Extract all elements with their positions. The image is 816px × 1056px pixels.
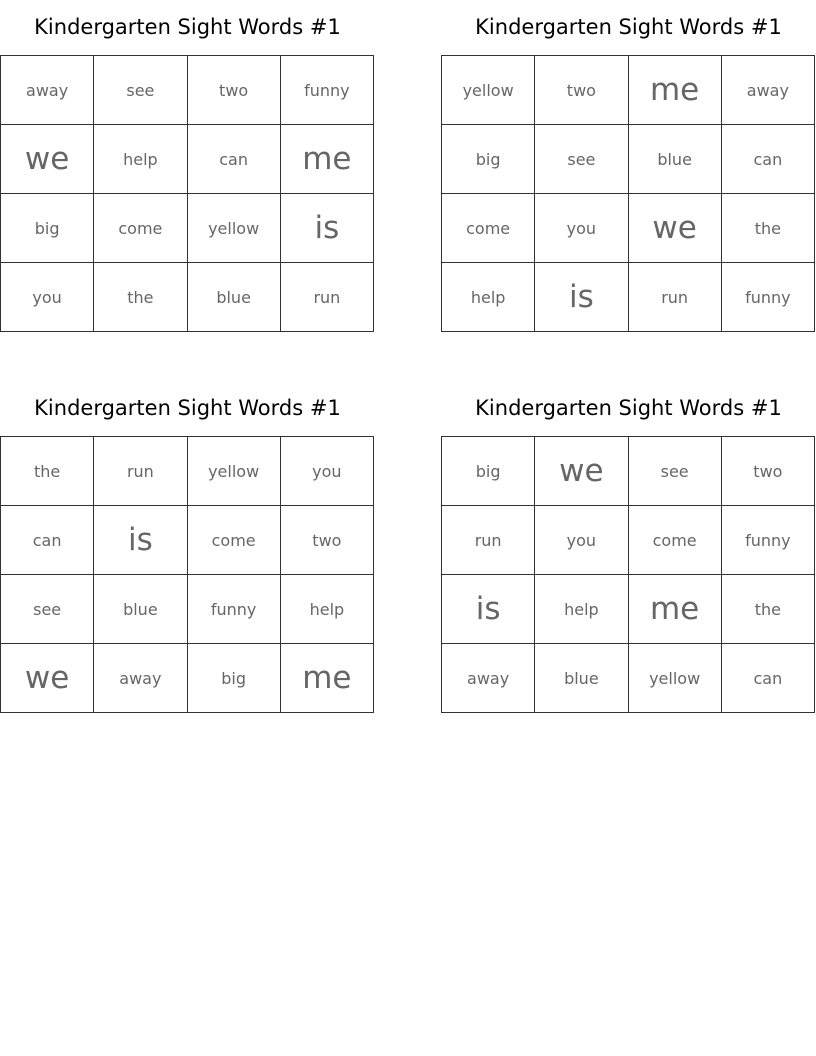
- word-cell: run: [94, 437, 187, 506]
- word-cell: see: [94, 56, 187, 125]
- word-cell: yellow: [628, 644, 721, 713]
- word-cell: help: [94, 125, 187, 194]
- word-cell: you: [535, 506, 628, 575]
- word-grid: [0, 436, 374, 713]
- bingo-card-3: [0, 381, 375, 713]
- word-cell: see: [535, 125, 628, 194]
- word-cell: run: [628, 263, 721, 332]
- word-cell: is: [280, 194, 373, 263]
- card-title: Kindergarten Sight Words #1: [475, 396, 782, 420]
- word-cell: come: [628, 506, 721, 575]
- word-cell: see: [1, 575, 94, 644]
- bingo-card-1: [0, 0, 375, 332]
- word-cell: away: [94, 644, 187, 713]
- bingo-card-2: [441, 0, 816, 332]
- word-cell: we: [1, 644, 94, 713]
- word-cell: run: [280, 263, 373, 332]
- grid-row: [1, 56, 374, 125]
- word-cell: big: [1, 194, 94, 263]
- word-cell: see: [628, 437, 721, 506]
- bingo-card-4: [441, 381, 816, 713]
- word-cell: come: [442, 194, 535, 263]
- grid-row: [1, 437, 374, 506]
- grid-row: [442, 575, 815, 644]
- word-cell: me: [280, 644, 373, 713]
- word-cell: run: [442, 506, 535, 575]
- word-cell: big: [187, 644, 280, 713]
- word-cell: big: [442, 125, 535, 194]
- grid-row: [442, 125, 815, 194]
- word-cell: two: [187, 56, 280, 125]
- word-cell: me: [628, 575, 721, 644]
- word-cell: blue: [94, 575, 187, 644]
- grid-row: [1, 125, 374, 194]
- word-cell: the: [94, 263, 187, 332]
- word-cell: we: [1, 125, 94, 194]
- word-cell: is: [442, 575, 535, 644]
- word-cell: can: [721, 125, 814, 194]
- grid-row: [1, 644, 374, 713]
- grid-row: [442, 263, 815, 332]
- word-cell: the: [721, 194, 814, 263]
- card-title: Kindergarten Sight Words #1: [34, 396, 341, 420]
- word-cell: come: [187, 506, 280, 575]
- word-cell: we: [535, 437, 628, 506]
- word-grid: [441, 55, 815, 332]
- grid-row: [442, 437, 815, 506]
- word-cell: help: [280, 575, 373, 644]
- word-cell: can: [1, 506, 94, 575]
- grid-row: [1, 263, 374, 332]
- word-cell: yellow: [187, 437, 280, 506]
- word-cell: is: [94, 506, 187, 575]
- card-title: Kindergarten Sight Words #1: [475, 15, 782, 39]
- word-cell: two: [721, 437, 814, 506]
- grid-row: [442, 56, 815, 125]
- word-cell: two: [535, 56, 628, 125]
- word-cell: me: [280, 125, 373, 194]
- word-cell: help: [442, 263, 535, 332]
- card-title: Kindergarten Sight Words #1: [34, 15, 341, 39]
- word-cell: the: [721, 575, 814, 644]
- word-cell: blue: [535, 644, 628, 713]
- grid-row: [442, 506, 815, 575]
- word-cell: you: [535, 194, 628, 263]
- grid-row: [1, 194, 374, 263]
- grid-row: [1, 506, 374, 575]
- word-cell: blue: [187, 263, 280, 332]
- word-cell: two: [280, 506, 373, 575]
- word-cell: blue: [628, 125, 721, 194]
- word-cell: we: [628, 194, 721, 263]
- word-grid: [0, 55, 374, 332]
- word-cell: you: [1, 263, 94, 332]
- grid-row: [1, 575, 374, 644]
- word-cell: me: [628, 56, 721, 125]
- grid-row: [442, 194, 815, 263]
- word-cell: is: [535, 263, 628, 332]
- word-cell: come: [94, 194, 187, 263]
- word-cell: yellow: [187, 194, 280, 263]
- word-cell: away: [721, 56, 814, 125]
- word-cell: funny: [721, 506, 814, 575]
- word-cell: you: [280, 437, 373, 506]
- word-cell: funny: [721, 263, 814, 332]
- word-cell: can: [721, 644, 814, 713]
- word-cell: help: [535, 575, 628, 644]
- grid-row: [442, 644, 815, 713]
- word-cell: the: [1, 437, 94, 506]
- word-cell: away: [442, 644, 535, 713]
- word-cell: can: [187, 125, 280, 194]
- word-grid: [441, 436, 815, 713]
- word-cell: big: [442, 437, 535, 506]
- word-cell: funny: [280, 56, 373, 125]
- word-cell: away: [1, 56, 94, 125]
- word-cell: yellow: [442, 56, 535, 125]
- word-cell: funny: [187, 575, 280, 644]
